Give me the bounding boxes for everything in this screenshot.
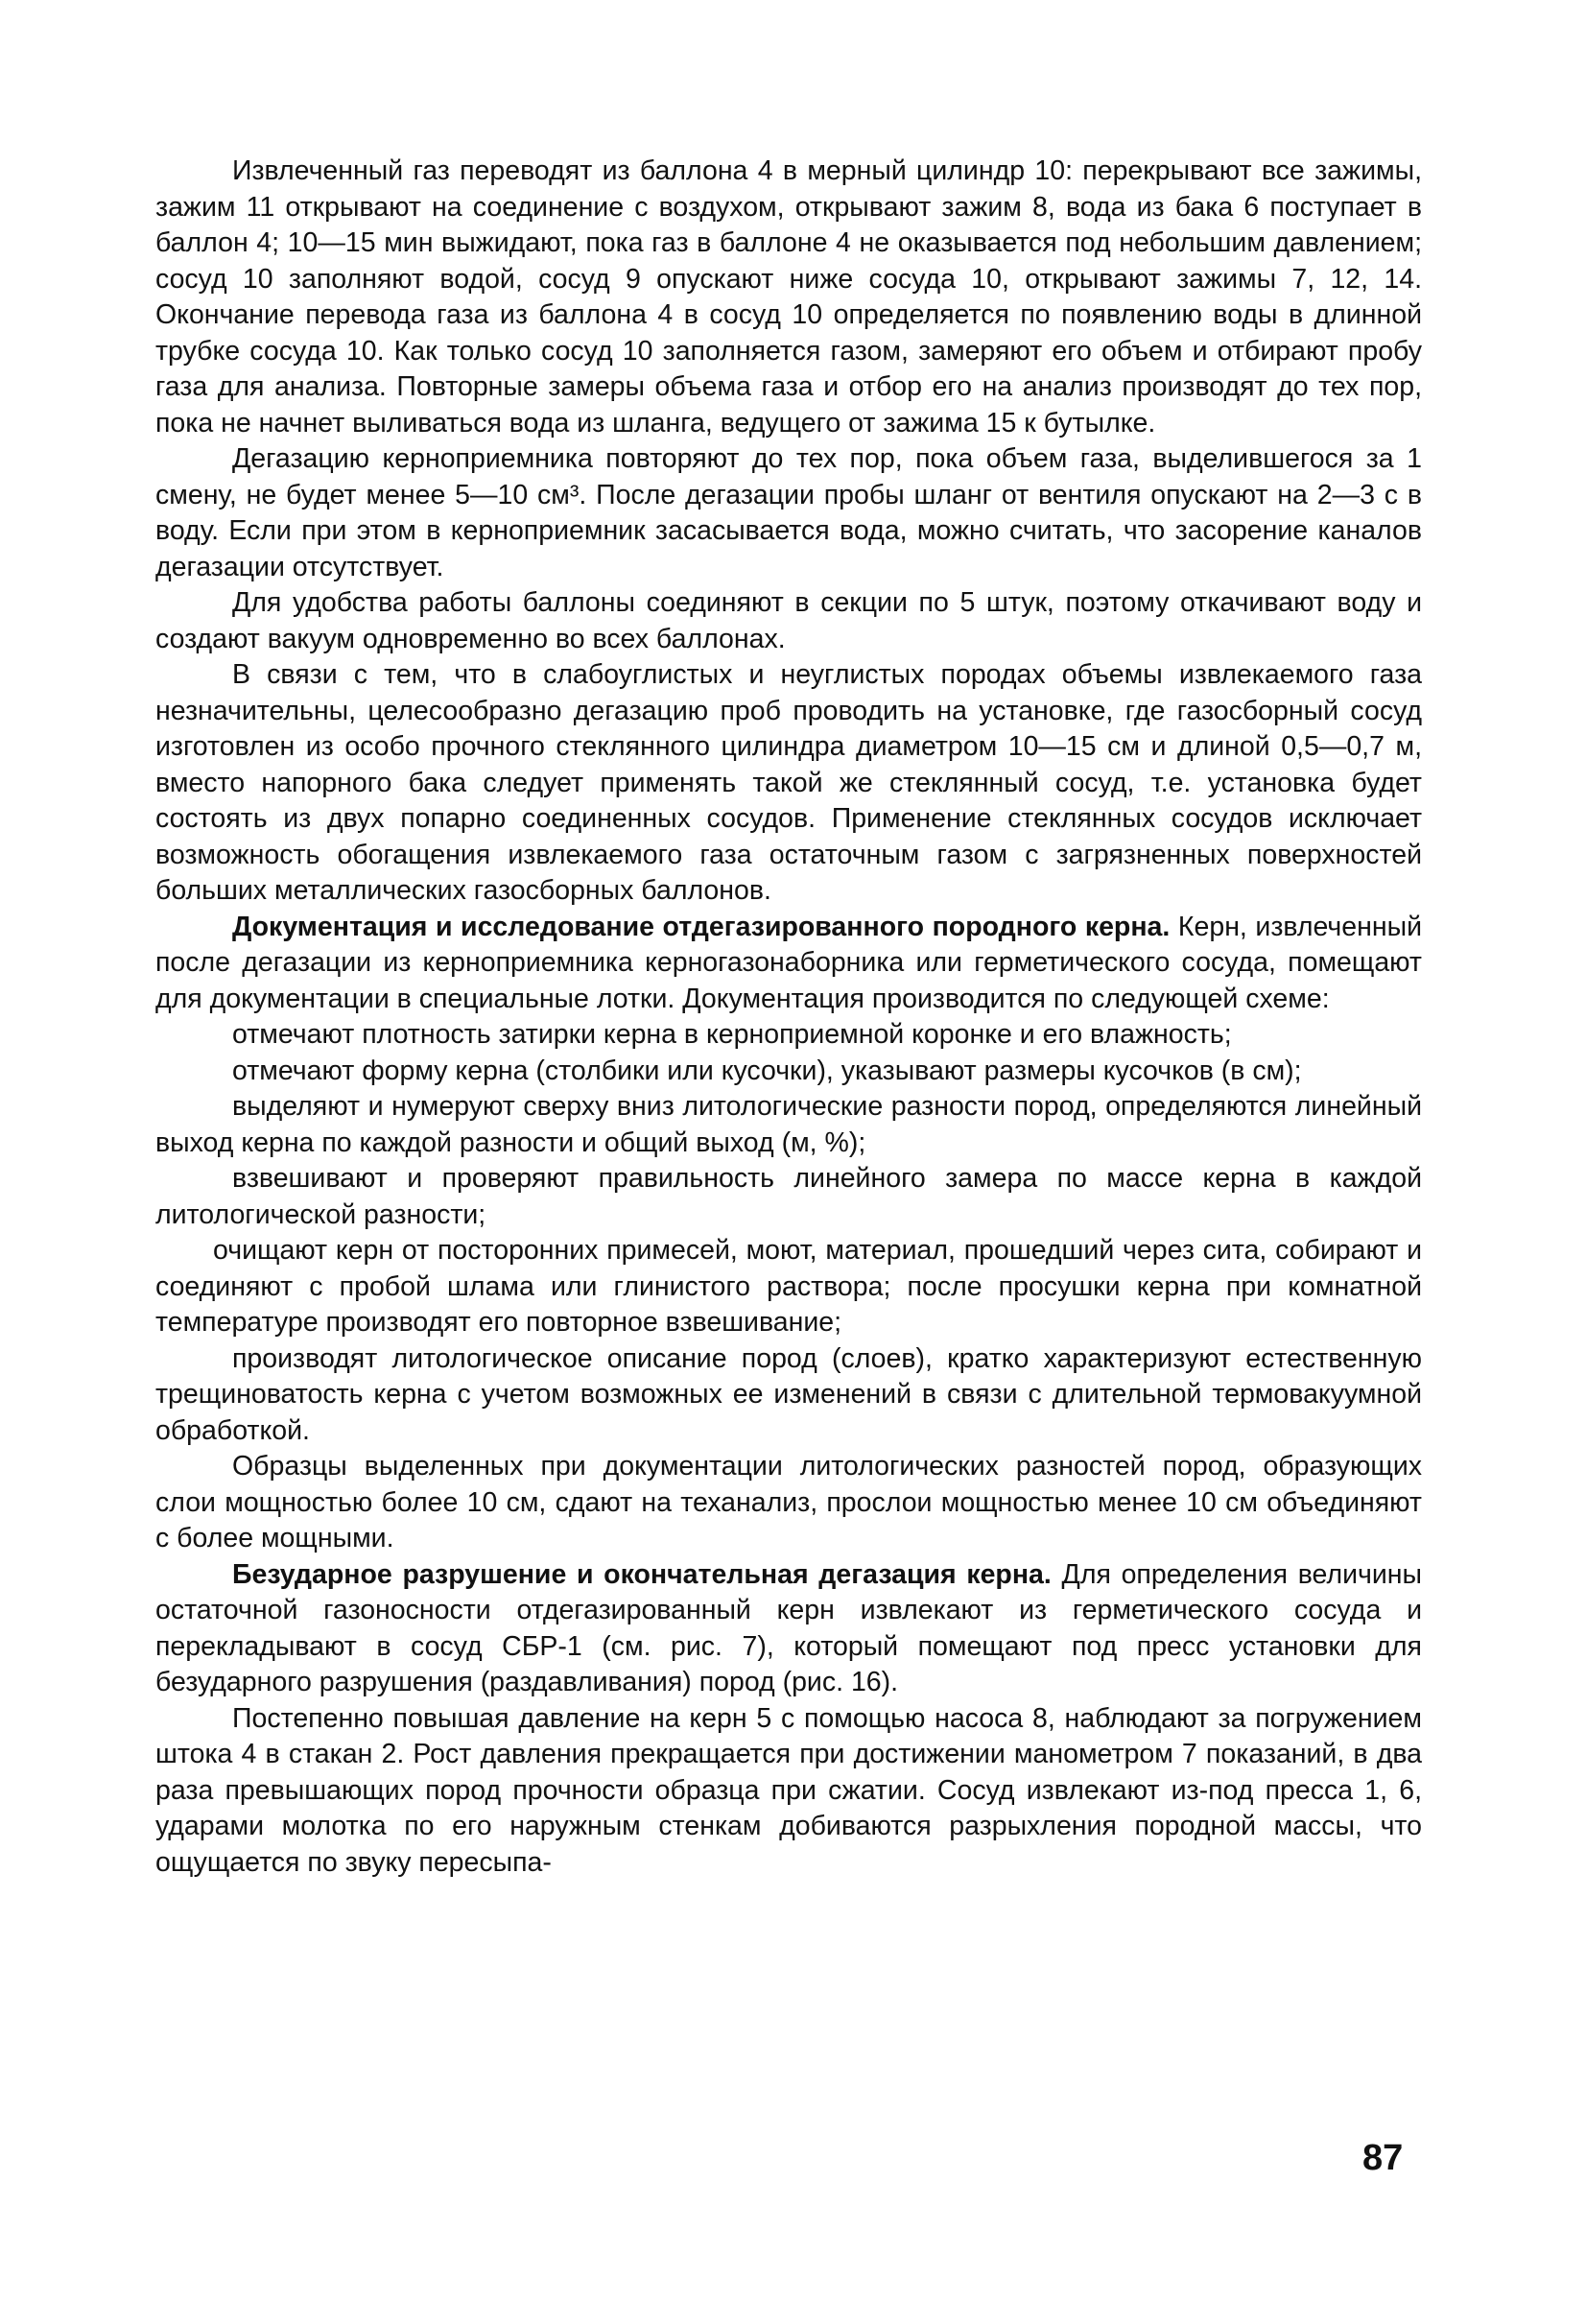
section-documentation bbox=[155, 910, 1422, 1018]
paragraph-samples: Образцы выделенных при документации литологических разностей пород, образующих слои мощностью более 10 см, сдают на теханализ, прослои мощностью менее 10 см объединяют с более мощными. bbox=[155, 1451, 1422, 1553]
paragraph-glass-vessels: В связи с тем, что в слабоуглистых и неуглистых породах объемы извлекаемого газа незначительны, целесообразно дегазацию проб проводить на установке, где газосборный сосуд изготовлен из особо прочного стеклянного цилиндра диаметром 10—15 см и длиной 0,5—0,7 м, вместо напорного бака следует применять такой же стеклянный сосуд, т.е. установка будет состоять из двух попарно соединенных сосудов. Применение стеклянных сосудов исключает возможность обогащения извлекаемого газа остаточным газом с загрязненных поверхностей больших металлических газосборных баллонов. bbox=[155, 659, 1422, 906]
list-item: отмечают плотность затирки керна в керноприемной коронке и его влажность; bbox=[232, 1019, 1232, 1050]
section-intro-degassing: Для определения величины остаточной газоносности отдегазированный керн извлекают из герметического сосуда и перекладывают в сосуд СБР-1 (см. рис. 7), который помещают под пресс установки для безударного разрушения (раздавливания) пород (рис. 16). bbox=[155, 1558, 1422, 1697]
paragraph-pressure: Постепенно повышая давление на керн 5 с помощью насоса 8, наблюдают за погружением штока 4 в стакан 2. Рост давления прекращается при достижении манометром 7 показаний, в два раза превышающих пород прочности образца при сжатии. Сосуд извлекают из-под пресса 1, 6, ударами молотка по его наружным стенкам добиваются разрыхления породной массы, что ощущается по звуку пересыпа- bbox=[155, 1702, 1422, 1878]
paragraph-cylinder-sections: Для удобства работы баллоны соединяют в секции по 5 штук, поэтому откачивают воду и создают вакуум одновременно во всех баллонах. bbox=[155, 587, 1422, 654]
page-body bbox=[155, 154, 1422, 1881]
page-number: 87 bbox=[1362, 2138, 1404, 2178]
paragraph-degassing-repeat: Дегазацию керноприемника повторяют до тех пор, пока объем газа, выделившегося за 1 смену, не будет менее 5—10 см³. После дегазации пробы шланг от вентиля опускают на 2—3 с в воду. Если при этом в керноприемник засасывается вода, можно считать, что засорение каналов дегазации отсутствует. bbox=[155, 443, 1422, 582]
list-item: отмечают форму керна (столбики или кусочки), указывают размеры кусочков (в см); bbox=[232, 1055, 1302, 1086]
section-heading-documentation: Документация и исследование отдегазированного породного керна. bbox=[232, 911, 1171, 942]
list-item: очищают керн от посторонних примесей, моют, материал, прошедший через сита, собирают и соединяют с пробой шлама или глинистого раствора; после просушки керна при комнатной температуре производят его повторное взвешивание; bbox=[155, 1235, 1422, 1338]
paragraph-gas-transfer: Извлеченный газ переводят из баллона 4 в мерный цилиндр 10: перекрывают все зажимы, зажим 11 открывают на соединение с воздухом, открывают зажим 8, вода из бака 6 поступает в баллон 4; 10—15 мин выжидают, пока газ в баллоне 4 не оказывается под небольшим давлением; сосуд 10 заполняют водой, сосуд 9 опускают ниже сосуда 10, открывают зажимы 7, 12, 14. Окончание перевода газа из баллона 4 в сосуд 10 определяется по появлению воды в длинной трубке сосуда 10. Как только сосуд 10 заполняется газом, замеряют его объем и отбирают пробу газа для анализа. Повторные замеры объема газа и отбор его на анализ производят до тех пор, пока не начнет выливаться вода из шланга, ведущего от зажима 15 к бутылке. bbox=[155, 155, 1422, 439]
section-degassing bbox=[155, 1557, 1422, 1701]
list-item: взвешивают и проверяют правильность линейного замера по массе керна в каждой литологической разности; bbox=[155, 1163, 1422, 1230]
list-item: производят литологическое описание пород (слоев), кратко характеризуют естественную трещиноватость керна с учетом возможных ее изменений в связи с длительной термовакуумной обработкой. bbox=[155, 1342, 1422, 1446]
section-intro-documentation: Керн, извлеченный после дегазации из керноприемника керногазонаборника или герметического сосуда, помещают для документации в специальные лотки. Документация производится по следующей схеме: bbox=[155, 911, 1422, 1014]
section-heading-degassing: Безударное разрушение и окончательная дегазация керна. bbox=[232, 1558, 1052, 1590]
list-item: выделяют и нумеруют сверху вниз литологические разности пород, определяются линейный выход керна по каждой разности и общий выход (м, %); bbox=[155, 1091, 1422, 1158]
